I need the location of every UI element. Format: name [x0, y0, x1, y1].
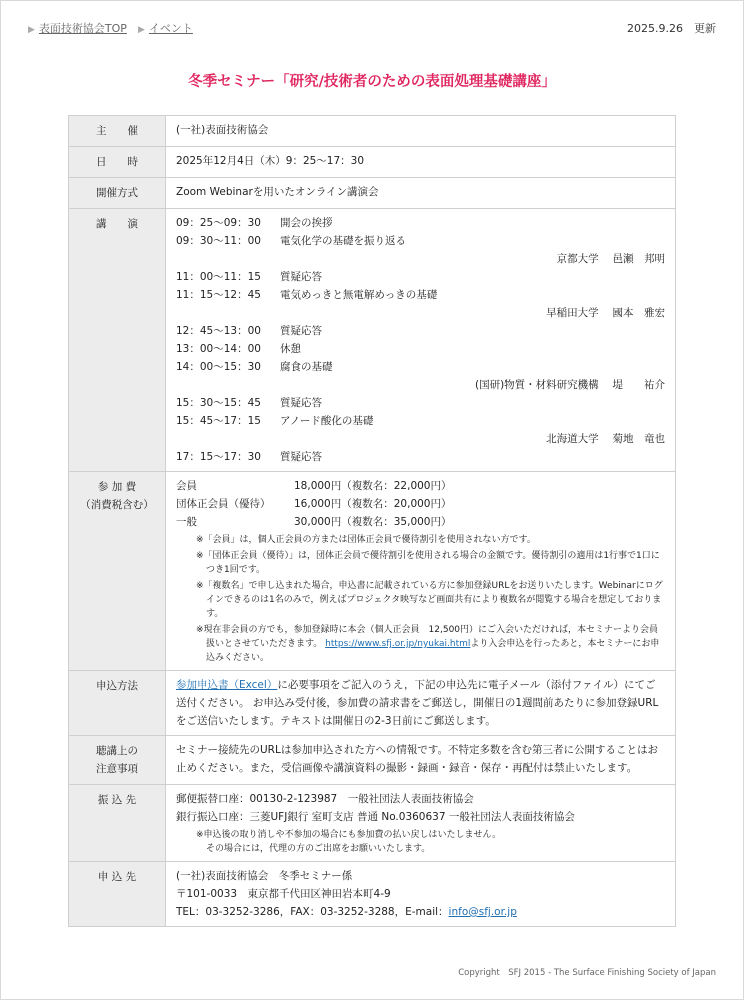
notice-label-line1: 聴講上の: [96, 745, 138, 757]
program-time: 11：00〜11：15: [176, 271, 261, 283]
contact-name: (一社)表面技術協会 冬季セミナー係: [176, 870, 353, 882]
format-label: 開催方式: [69, 178, 166, 209]
contact-address: 〒101-0033 東京都千代田区神田岩本町4-9: [176, 888, 391, 900]
program-speaker: 早稲田大学 國本 雅宏: [546, 307, 665, 319]
fee-price: 18,000円（複数名：22,000円）: [294, 480, 452, 492]
program-item: [176, 322, 665, 340]
fee-name: 団体正会員（優待）: [176, 498, 271, 510]
breadcrumb-home-label: 表面技術協会TOP: [38, 22, 127, 35]
apply-details: [166, 671, 676, 736]
contact-details: [166, 862, 676, 927]
transfer-note: その場合には，代理の方のご出席をお願いいたします。: [206, 844, 431, 854]
program-item: [176, 358, 665, 376]
program-item: [176, 412, 665, 430]
contact-label: 申 込 先: [69, 862, 166, 927]
membership-link[interactable]: https://www.sfj.or.jp/nyukai.html: [325, 639, 471, 649]
fee-row: [69, 472, 676, 671]
program-speaker: 北海道大学 菊地 竜也: [546, 433, 665, 445]
apply-label: 申込方法: [69, 671, 166, 736]
date-label: 日 時: [69, 147, 166, 178]
program-list: [166, 209, 676, 472]
program-item: [176, 268, 665, 286]
format-row: [69, 178, 676, 209]
program-title: アノード酸化の基礎: [280, 415, 374, 427]
format-value: Zoom Webinarを用いたオンライン講演会: [166, 178, 676, 209]
apply-row: [69, 671, 676, 736]
notice-label-line2: 注意事項: [96, 763, 138, 775]
date-value: 2025年12月4日（木）9：25〜17：30: [166, 147, 676, 178]
fee-price: 30,000円（複数名：35,000円）: [294, 516, 452, 528]
program-item: [176, 232, 665, 250]
fee-note: ※「団体正会員（優待）」は，団体正会員で優待割引を使用される場合の金額です。優待割引の適用は1行事で1口につき1回です。: [196, 551, 660, 575]
notice-label: [69, 736, 166, 785]
organizer-row: [69, 116, 676, 147]
fee-item: [176, 513, 665, 531]
program-title: 電気めっきと無電解めっきの基礎: [280, 289, 438, 301]
program-time: 15：45〜17：15: [176, 415, 261, 427]
program-title: 質疑応答: [280, 397, 322, 409]
fee-name: 会員: [176, 480, 197, 492]
fee-item: [176, 495, 665, 513]
program-title: 腐食の基礎: [280, 361, 333, 373]
program-time: 14：00〜15：30: [176, 361, 261, 373]
fee-note: ※「会員」は，個人正会員の方または団体正会員で優待割引を使用されない方です。: [196, 535, 536, 545]
program-item: [176, 340, 665, 358]
fee-label-line2: （消費税含む）: [80, 499, 154, 511]
breadcrumb-events-label: イベント: [148, 22, 193, 35]
updated-date: 2025.9.26 更新: [627, 22, 716, 35]
program-title: 質疑応答: [280, 271, 322, 283]
transfer-details: [166, 785, 676, 862]
program-item: [176, 394, 665, 412]
contact-row: [69, 862, 676, 927]
apply-text: に必要事項をご記入のうえ，下記の申込先に電子メール（添付ファイル）にてご送付ください。 お申込み受付後，参加費の請求書をご郵送し，開催日の1週間前あたりに参加登録URLをご送信いたします。テキストは開催日の2-3日前にご郵送します。: [176, 679, 659, 727]
transfer-note: ※申込後の取り消しや不参加の場合にも参加費の払い戻しはいたしません。: [196, 830, 502, 840]
program-row: [69, 209, 676, 472]
triangle-right-icon: ▶: [28, 25, 35, 35]
program-title: 質疑応答: [280, 451, 322, 463]
notice-text: セミナー接続先のURLは参加申込された方への情報です。不特定多数を含む第三者に公開することはお止めください。また，受信画像や講演資料の撮影・録画・録音・保存・再配付は禁止いたします。: [166, 736, 676, 785]
fee-note-text: ※現在非会員の方でも，参加登録時に本会（個人正会員 12,500円）にご入会いただければ，本セミナーより会員扱いとさせていただきます。: [196, 625, 659, 649]
program-title: 電気化学の基礎を振り返る: [280, 235, 406, 247]
application-form-link[interactable]: 参加申込書（Excel）: [176, 679, 278, 691]
copyright: Copyright SFJ 2015 - The Surface Finishing Society of Japan: [458, 968, 716, 978]
fee-note-text: より入会申込を行ったあと，本セミナーにお申込みください。: [206, 639, 660, 663]
transfer-label: 振 込 先: [69, 785, 166, 862]
organizer-value: (一社)表面技術協会: [166, 116, 676, 147]
triangle-right-icon: ▶: [138, 25, 145, 35]
contact-phone-email: [176, 903, 665, 921]
program-title: 質疑応答: [280, 325, 322, 337]
program-item: [176, 448, 665, 466]
program-time: 11：15〜12：45: [176, 289, 261, 301]
organizer-label: 主 催: [69, 116, 166, 147]
program-title: 休憩: [280, 343, 301, 355]
email-link[interactable]: info@sfj.or.jp: [448, 906, 517, 918]
contact-phone: TEL：03-3252-3286，FAX：03-3252-3288，E-mail：: [176, 906, 449, 918]
fee-details: [166, 472, 676, 671]
fee-note: [176, 623, 665, 665]
program-time: 17：15〜17：30: [176, 451, 261, 463]
program-time: 09：25〜09：30: [176, 217, 261, 229]
breadcrumb-home-link[interactable]: [28, 20, 127, 36]
fee-price: 16,000円（複数名：20,000円）: [294, 498, 452, 510]
breadcrumb-events-link[interactable]: [138, 20, 193, 36]
top-bar: [28, 20, 716, 38]
program-speaker: 京都大学 邑瀬 邦明: [556, 253, 665, 265]
fee-note: ※「複数名」で申し込まれた場合，申込書に記載されている方に参加登録URLをお送りいたします。Webinarにログインできるのは1名のみで，例えばプロジェクタ映写など画面共有により複数名が閲覧する場合を想定しております。: [196, 581, 663, 619]
fee-label: [69, 472, 166, 671]
page-title: 冬季セミナー「研究/技術者のための表面処理基礎講座」: [188, 74, 556, 90]
program-item: [176, 214, 665, 232]
program-label: 講 演: [69, 209, 166, 472]
program-time: 09：30〜11：00: [176, 235, 261, 247]
bank-account: 銀行振込口座：三菱UFJ銀行 室町支店 普通 No.0360637 一般社団法人表面技術協会: [176, 811, 575, 823]
program-time: 13：00〜14：00: [176, 343, 261, 355]
program-time: 12：45〜13：00: [176, 325, 261, 337]
fee-label-line1: 参 加 費: [97, 481, 137, 493]
program-time: 15：30〜15：45: [176, 397, 261, 409]
notice-row: [69, 736, 676, 785]
program-title: 開会の挨拶: [280, 217, 333, 229]
program-speaker: (国研)物質・材料研究機構 堤 祐介: [474, 379, 665, 391]
transfer-row: [69, 785, 676, 862]
date-row: [69, 147, 676, 178]
program-item: [176, 286, 665, 304]
seminar-info-table: [68, 115, 676, 927]
postal-account: 郵便振替口座：00130-2-123987 一般社団法人表面技術協会: [176, 793, 474, 805]
fee-name: 一般: [176, 516, 197, 528]
fee-item: [176, 477, 665, 495]
